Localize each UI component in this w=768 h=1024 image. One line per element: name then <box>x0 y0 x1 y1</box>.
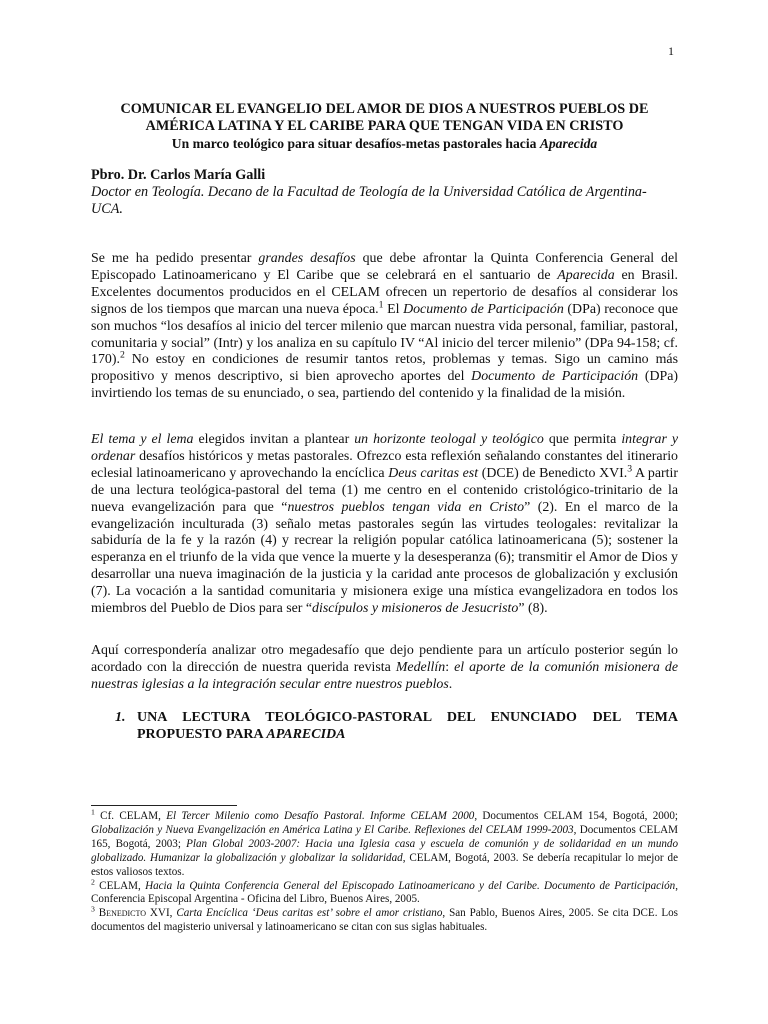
text: XVI, <box>146 907 177 920</box>
footnote-mark: 2 <box>91 876 95 886</box>
emphasis: Medellín <box>395 659 446 675</box>
emphasis: Carta Encíclica ‘Deus caritas est’ sobre el amor cristiano <box>176 907 443 920</box>
section-number: 1. <box>115 710 126 725</box>
text: desafíos históricos y metas pastorales. Ofrezco esta reflexión señalando constantes del itinerario eclesial latinoamericano y aprovechando la encíclica <box>91 448 678 481</box>
emphasis: grandes desafíos <box>258 251 356 266</box>
text: No estoy en condiciones de resumir tantos retos, problemas y temas. Sigo un camino más propositivo y menos descriptivo, si bien aprovecho aportes del <box>91 352 678 385</box>
page-number: 1 <box>668 44 674 58</box>
text: : <box>445 659 455 675</box>
emphasis: APARECIDA <box>266 727 346 742</box>
emphasis: El tema y el lema <box>91 432 194 447</box>
footnote-ref-2: 2 <box>119 349 125 361</box>
emphasis: Documento de Participación <box>471 369 639 385</box>
text: , San Pablo, Buenos Aires, 2005. Se cita DCE. Los documentos del magisterio universal y latinoamericano se citan con sus siglas habituales. <box>91 907 678 934</box>
paragraph-2 <box>91 432 678 618</box>
text: (DCE) de Benedicto XVI. <box>478 465 628 481</box>
text: , Conferencia Episcopal Argentina - Oficina del Libro, Buenos Aires, 2005. <box>91 879 678 906</box>
text: Aquí correspondería analizar otro megadesafío que dejo pendiente para un artículo posterior según lo acordado con la dirección de nuestra querida revista <box>91 643 678 675</box>
subtitle-text: Un marco teológico para situar desafíos-metas pastorales hacia <box>171 136 540 151</box>
text: ” (8). <box>518 601 548 617</box>
text: Benedicto <box>98 907 147 920</box>
footnote-ref-1: 1 <box>378 299 384 311</box>
footnote-ref-3: 3 <box>627 463 633 475</box>
footnote-mark: 1 <box>91 807 95 817</box>
text: UNA LECTURA TEOLÓGICO-PASTORAL DEL ENUNCIADO DEL TEMA PROPUESTO PARA <box>137 710 678 742</box>
paragraph-3 <box>91 643 678 694</box>
text: (DPa) reconoce que son muchos “los desafíos al inicio del tercer milenio que marcan nuestra vida personal, familiar, pastoral, comunitaria y social” (Intr) y los analiza en su capítulo IV “Al inicio del tercer milenio” (DPa 94-158; cf. 170). <box>91 301 678 368</box>
author-name: Pbro. Dr. Carlos María Galli <box>91 167 266 183</box>
document-title <box>91 101 678 152</box>
text: Se me ha pedido presentar <box>91 251 259 266</box>
emphasis: nuestros pueblos tengan vida en Cristo <box>287 499 525 515</box>
title-line-1: COMUNICAR EL EVANGELIO DEL AMOR DE DIOS A NUESTROS PUEBLOS DE <box>120 101 649 117</box>
emphasis: discípulos y misioneros de Jesucristo <box>312 601 519 617</box>
text: CELAM, <box>94 879 146 892</box>
text: elegidos invitan a plantear <box>193 432 355 447</box>
emphasis: Documento de Participación <box>403 301 564 317</box>
subtitle-emphasis: Aparecida <box>539 136 598 151</box>
emphasis: el aporte de la comunión misionera de nuestras iglesias a la integración secular entre nuestros pueblos <box>91 659 678 692</box>
emphasis: Globalización y Nueva Evangelización en América Latina y El Caribe. Reflexiones del CELAM 1999-2003 <box>91 823 574 836</box>
emphasis: Aparecida <box>557 267 615 283</box>
text: ” (2). En el marco de la evangelización inculturada (3) señalo metas pastorales según las virtudes teologales: revitalizar la sabiduría de la fe y la razón (4) y recrear la religión popular católica latinoamericana (5); sostener la esperanza en el triunfo de la vida que vence la muerte y la desesperanza (6); transmitir el Amor de Dios y desarrollar una nueva imaginación de la justicia y la caridad ante procesos de globalización y exclusión (7). La vocación a la santidad comunitaria y misionera exige una mística evangelizadora en todos los miembros del Pueblo de Dios para ser “ <box>91 499 678 617</box>
section-title <box>115 709 678 743</box>
footnote-1 <box>91 807 679 880</box>
author-affiliation: Doctor en Teología. Decano de la Facultad de Teología de la Universidad Católica de Argentina- UCA. <box>91 184 647 217</box>
text: . <box>448 676 453 692</box>
footnote-2 <box>91 876 678 908</box>
text: que debe afrontar la Quinta Conferencia General del Episcopado Latinoamericano y El Caribe que se celebrará en el santuario de <box>91 251 679 283</box>
author-block <box>91 167 678 218</box>
footnotes <box>91 807 679 935</box>
emphasis: integrar y ordenar <box>91 432 678 464</box>
text: , Documentos CELAM 154, Bogotá, 2000; <box>474 810 678 822</box>
emphasis: Plan Global 2003-2007: Hacia una Iglesia casa y escuela de comunión y de solidaridad en un mundo globalizado. Humanizar la globalización y globalizar la solidaridad <box>91 837 679 864</box>
emphasis: Hacia la Quinta Conferencia General del Episcopado Latinoamericano y del Caribe. Documento de Participación <box>145 879 676 892</box>
footnote-3 <box>91 904 678 935</box>
text: (DPa) invirtiendo los temas de su enunciado, o sea, partiendo del contenido y la finalidad de la misión. <box>91 369 678 402</box>
paragraph-1 <box>91 251 678 403</box>
emphasis: El Tercer Milenio como Desafío Pastoral. Informe CELAM 2000 <box>166 810 475 822</box>
text: que permita <box>543 432 622 447</box>
emphasis: un horizonte teologal y teológico <box>354 432 544 447</box>
document-subtitle <box>91 135 678 152</box>
emphasis: Deus caritas est <box>388 465 479 481</box>
section-heading <box>115 709 678 743</box>
text: en Brasil. Excelentes documentos producidos en el CELAM ofrecen un repertorio de desafíos al considerar los signos de los tiempos que marcan una nueva época. <box>91 267 678 317</box>
text: Cf. CELAM, <box>94 810 167 822</box>
text: El <box>383 301 404 317</box>
title-line-2: AMÉRICA LATINA Y EL CARIBE PARA QUE TENGAN VIDA EN CRISTO <box>145 118 624 134</box>
footnote-separator <box>91 805 237 806</box>
text: , Documentos CELAM 165, Bogotá, 2003; <box>91 823 678 850</box>
text: A partir de una lectura teológica-pastoral del tema (1) me centro en el contenido cristológico-trinitario de la nueva evangelización para que “ <box>91 465 679 515</box>
text: , CELAM, Bogotá, 2003. Se debería recapitular lo mejor de estos valiosos textos. <box>91 851 678 878</box>
footnote-mark: 3 <box>91 904 95 914</box>
